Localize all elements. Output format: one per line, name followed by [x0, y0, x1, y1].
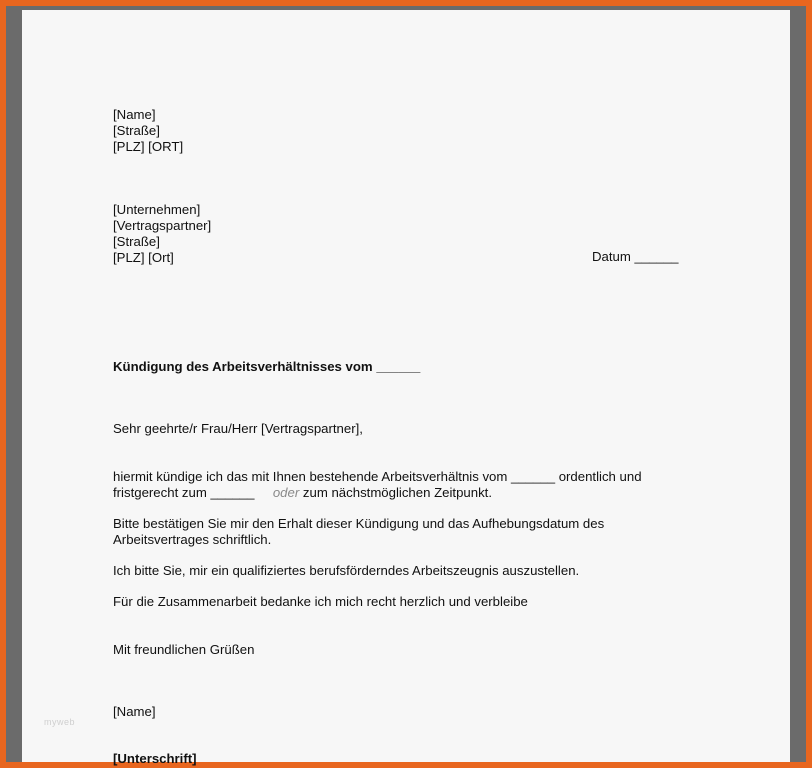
- recipient-company: [Unternehmen]: [113, 202, 201, 217]
- signature-name: [Name]: [113, 704, 156, 719]
- earliest-date-text: zum nächstmöglichen Zeitpunkt.: [302, 485, 493, 500]
- recipient-street: [Straße]: [113, 234, 160, 249]
- paragraph-confirmation: [113, 516, 604, 548]
- sender-city: [PLZ] [ORT]: [113, 139, 184, 154]
- watermark-text: myweb: [44, 717, 76, 727]
- paragraph-thanks: Für die Zusammenarbeit bedanke ich mich recht herzlich und verbleibe: [113, 594, 528, 609]
- subject-line: Kündigung des Arbeitsverhältnisses vom ______: [113, 359, 421, 374]
- or-text: oder: [272, 485, 300, 500]
- sender-name: [Name]: [113, 107, 156, 122]
- paragraph-reference: Ich bitte Sie, mir ein qualifiziertes berufsförderndes Arbeitszeugnis auszustellen.: [113, 563, 580, 578]
- date-field: Datum ______: [592, 249, 679, 264]
- closing: Mit freundlichen Grüßen: [113, 642, 255, 657]
- recipient-address: [113, 202, 211, 266]
- recipient-city: [PLZ] [Ort]: [113, 250, 174, 265]
- sender-address: [113, 107, 183, 155]
- sender-street: [Straße]: [113, 123, 160, 138]
- paragraph-termination: [113, 469, 642, 501]
- paragraph-termination-line1: hiermit kündige ich das mit Ihnen bestehende Arbeitsverhältnis vom ______ ordentlich und: [113, 469, 642, 484]
- salutation: Sehr geehrte/r Frau/Herr [Vertragspartner],: [113, 421, 363, 436]
- signature-label: [Unterschrift]: [113, 751, 197, 766]
- termination-date-text: fristgerecht zum ______: [113, 485, 255, 500]
- paragraph-confirmation-line1: Bitte bestätigen Sie mir den Erhalt dieser Kündigung und das Aufhebungsdatum des: [113, 516, 605, 531]
- paragraph-termination-line2: [113, 485, 642, 501]
- recipient-partner: [Vertragspartner]: [113, 218, 212, 233]
- document-frame: [6, 6, 806, 766]
- paragraph-confirmation-line2: Arbeitsvertrages schriftlich.: [113, 532, 272, 547]
- letter-page: [22, 10, 790, 766]
